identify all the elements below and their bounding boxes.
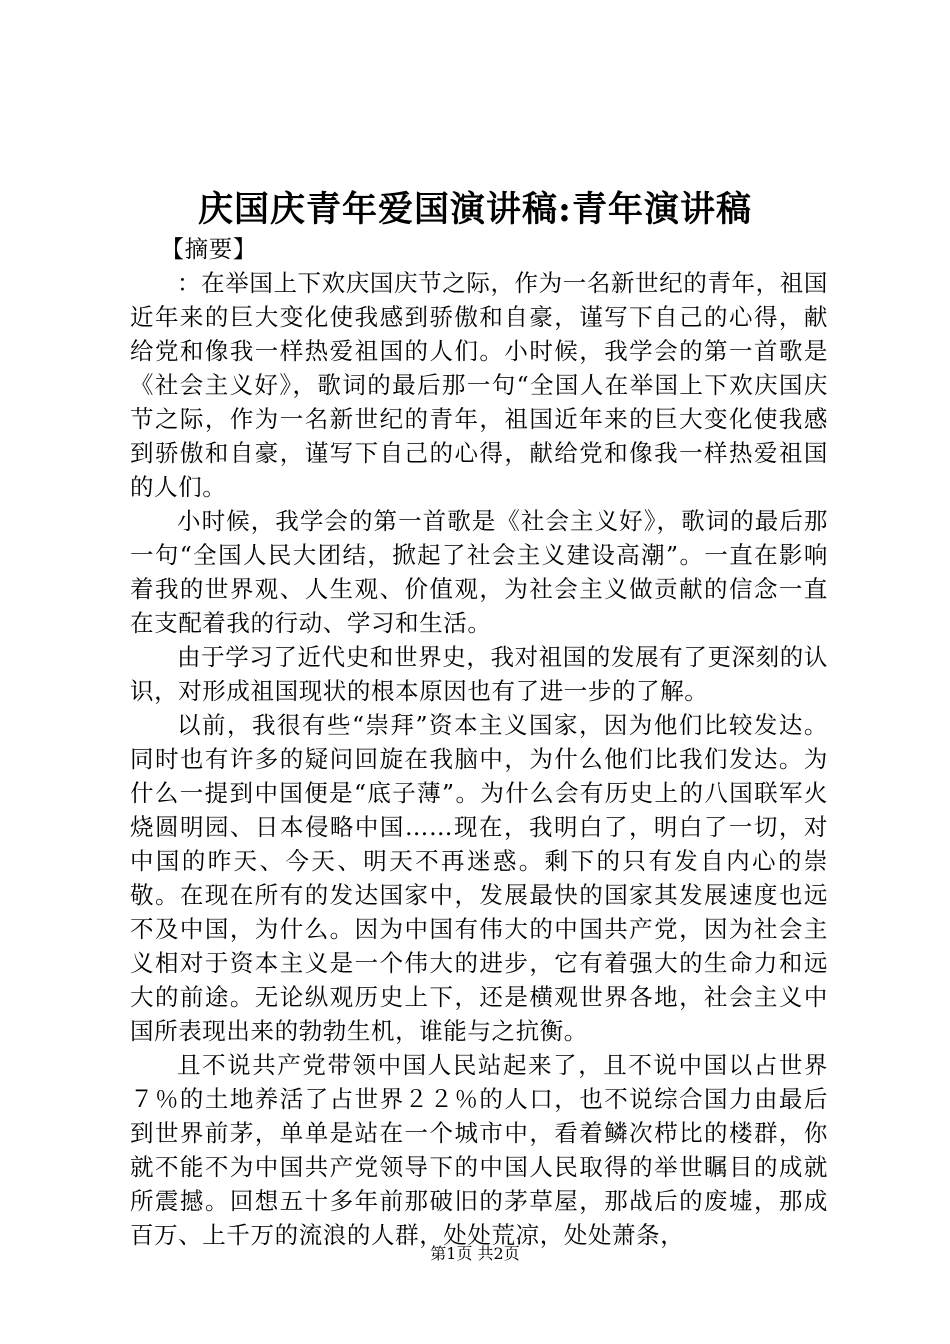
document-body [130,232,828,1252]
paragraph: 以前，我很有些“崇拜”资本主义国家，因为他们比较发达。同时也有许多的疑问回旋在我脑中，为什么他们比我们发达。为什么一提到中国便是“底子薄”。为什么会有历史上的八国联军火烧圆明园、日本侵略中国……现在，我明白了，明白了一切，对中国的昨天、今天、明天不再迷惑。剩下的只有发自内心的崇敬。在现在所有的发达国家中，发展最快的国家其发展速度也远不及中国，为什么。因为中国有伟大的中国共产党，因为社会主义相对于资本主义是一个伟大的进步，它有着强大的生命力和远大的前途。无论纵观历史上下，还是横观世界各地，社会主义中国所表现出来的勃勃生机，谁能与之抗衡。 [130,711,828,1045]
paragraph: 且不说共产党带领中国人民站起来了，且不说中国以占世界７％的土地养活了占世界２２％的人口，也不说综合国力由最后到世界前茅，单单是站在一个城市中，看着鳞次栉比的楼群，你就不能不为中国共产党领导下的中国人民取得的举世瞩目的成就所震撼。回想五十多年前那破旧的茅草屋，那战后的废墟，那成百万、上千万的流浪的人群，处处荒凉，处处萧条， [130,1051,828,1249]
paragraph: 由于学习了近代史和世界史，我对祖国的发展有了更深刻的认识，对形成祖国现状的根本原因也有了进一步的了解。 [130,643,828,705]
paragraph: 小时候，我学会的第一首歌是《社会主义好》，歌词的最后那一句“全国人民大团结，掀起了社会主义建设高潮”。一直在影响着我的世界观、人生观、价值观，为社会主义做贡献的信念一直在支配着我的行动、学习和生活。 [130,507,828,637]
paragraph-abstract: ：在举国上下欢庆国庆节之际，作为一名新世纪的青年，祖国近年来的巨大变化使我感到骄傲和自豪，谨写下自己的心得，献给党和像我一样热爱祖国的人们。小时候，我学会的第一首歌是《社会主义好》，歌词的最后那一句“全国人在举国上下欢庆国庆节之际，作为一名新世纪的青年，祖国近年来的巨大变化使我感到骄傲和自豪，谨写下自己的心得，献给党和像我一样热爱祖国的人们。 [130,269,828,501]
page-footer: 第1页 共2页 [430,1244,520,1263]
document-title: 庆国庆青年爱国演讲稿:青年演讲稿 [198,189,752,230]
abstract-label: 【摘要】 [160,235,257,263]
